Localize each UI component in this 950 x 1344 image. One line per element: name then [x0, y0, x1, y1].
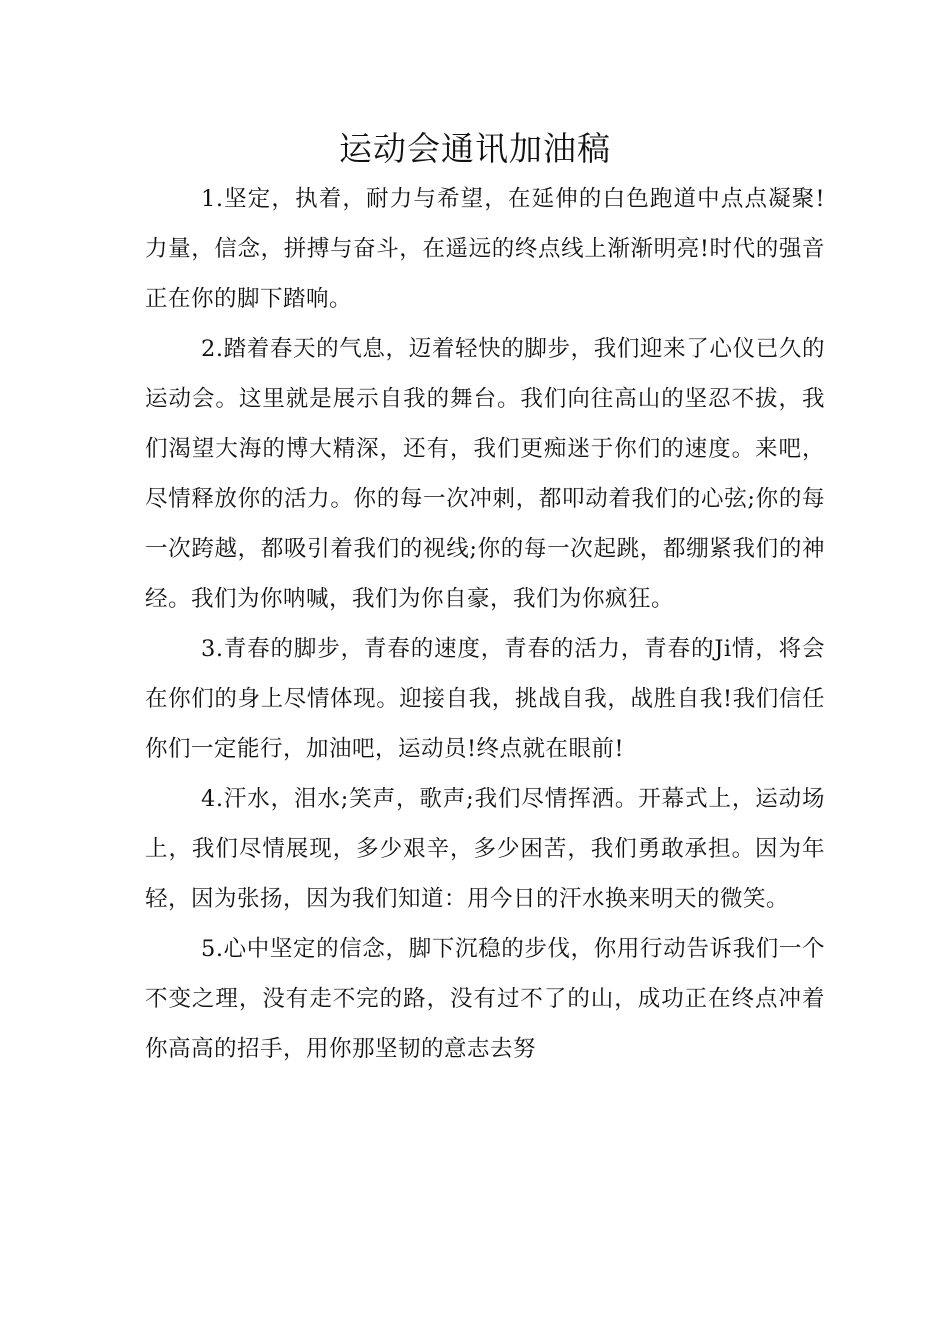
- document-title: 运动会通讯加油稿: [339, 129, 611, 168]
- paragraph-4: 4.汗水，泪水;笑声，歌声;我们尽情挥洒。开幕式上，运动场上，我们尽情展现，多少艰辛，多少困苦，我们勇敢承担。因为年轻，因为张扬，因为我们知道：用今日的汗水换来明天的微笑。: [145, 786, 825, 912]
- paragraph-5: 5.心中坚定的信念，脚下沉稳的步伐，你用行动告诉我们一个不变之理，没有走不完的路，没有过不了的山，成功正在终点冲着你高高的招手，用你那坚韧的意志去努: [145, 936, 825, 1062]
- paragraph-2: 2.踏着春天的气息，迈着轻快的脚步，我们迎来了心仪已久的运动会。这里就是展示自我的舞台。我们向往高山的坚忍不拔，我们渴望大海的博大精深，还有，我们更痴迷于你们的速度。来吧，尽情释放你的活力。你的每一次冲刺，都叩动着我们的心弦;你的每一次跨越，都吸引着我们的视线;你的每一次起跳，都绷紧我们的神经。我们为你呐喊，我们为你自豪，我们为你疯狂。: [145, 336, 825, 612]
- paragraph-3: 3.青春的脚步，青春的速度，青春的活力，青春的Ji情，将会在你们的身上尽情体现。迎接自我，挑战自我，战胜自我!我们信任你们一定能行，加油吧，运动员!终点就在眼前!: [145, 636, 825, 762]
- paragraph-1: 1.坚定，执着，耐力与希望，在延伸的白色跑道中点点凝聚!力量，信念，拼搏与奋斗，在遥远的终点线上渐渐明亮!时代的强音正在你的脚下踏响。: [145, 186, 825, 312]
- document-body: [145, 174, 825, 1074]
